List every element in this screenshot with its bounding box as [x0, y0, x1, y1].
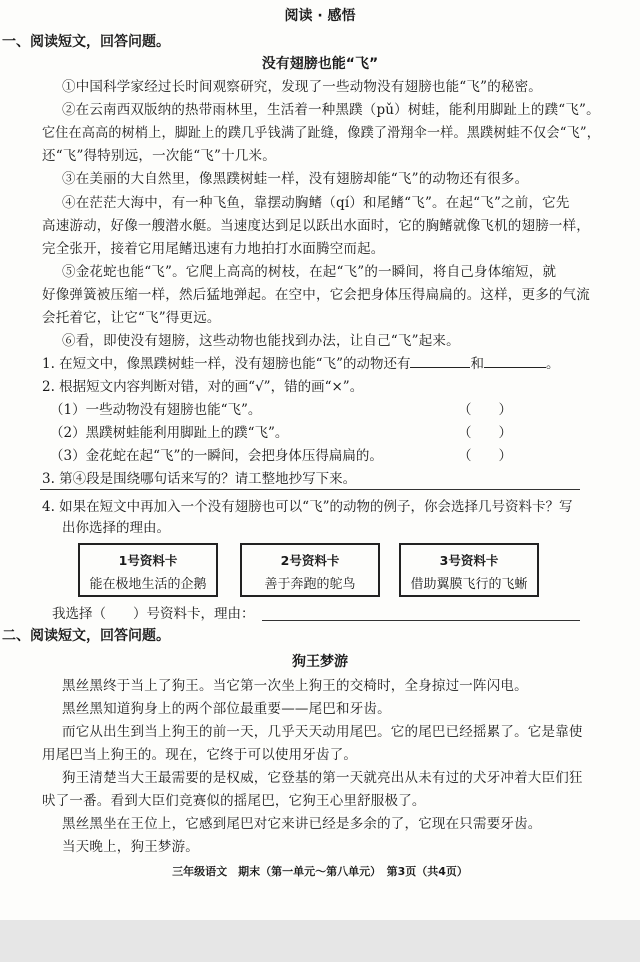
- story1-line: ②在云南西双版纳的热带雨林里，生活着一种黑蹼（pǔ）树蛙，能利用脚趾上的蹼“飞”。: [62, 102, 600, 118]
- story1-line: 高速游动，好像一艘潜水艇。当速度达到足以跃出水面时，它的胸鳍就像飞机的翅膀一样，: [42, 218, 590, 234]
- question-4-line2: 出你选择的理由。: [62, 520, 170, 536]
- story2-line: 吠了一番。看到大臣们竞赛似的摇尾巴，它狗王心里舒服极了。: [42, 793, 426, 809]
- q3-answer-line[interactable]: [40, 489, 580, 490]
- question-1-text: 1. 在短文中，像黑蹼树蛙一样，没有翅膀也能“飞”的动物还有: [42, 356, 411, 372]
- q2-answer-paren-3[interactable]: （ ）: [458, 448, 512, 464]
- story1-line: ①中国科学家经过长时间观察研究，发现了一些动物没有翅膀也能“飞”的秘密。: [62, 79, 543, 95]
- q4-answer-prompt: 我选择（ ）号资料卡，理由：: [52, 606, 255, 622]
- story2-line: 狗王清楚当大王最需要的是权威，它登基的第一天就亮出从未有过的犬牙冲着大臣们狂: [62, 770, 583, 786]
- section2-story-title: 狗王梦游: [292, 654, 348, 670]
- section2-heading: 二、阅读短文，回答问题。: [2, 628, 170, 644]
- resource-card-1: [78, 543, 218, 597]
- resource-card-2: [240, 543, 380, 597]
- story2-line: 黑丝黑坐在王位上，它感到尾巴对它来讲已经是多余的了，它现在只需要牙齿。: [62, 816, 542, 832]
- question-3: 3. 第④段是围绕哪句话来写的？请工整地抄写下来。: [42, 471, 357, 487]
- story1-line: 完全张开，接着它用尾鳍迅速有力地拍打水面腾空而起。: [42, 241, 385, 257]
- resource-card-title: 1号资料卡: [118, 553, 178, 568]
- q2-answer-paren-2[interactable]: （ ）: [458, 425, 512, 441]
- story1-line: 它住在高高的树梢上，脚趾上的蹼几乎钱满了趾缝，像蹼了滑翔伞一样。黑蹼树蛙不仅会“飞”，: [42, 125, 601, 141]
- q2-item-2: （2）黑蹼树蛙能利用脚趾上的蹼“飞”。: [50, 425, 289, 441]
- story1-line: 好像弹簧被压缩一样，然后猛地弹起。在空中，它会把身体压得扁扁的。这样，更多的气流: [42, 287, 590, 303]
- story1-line: ⑥看，即使没有翅膀，这些动物也能找到办法，让自己“飞”起来。: [62, 333, 460, 349]
- section1-heading: 一、阅读短文，回答问题。: [2, 34, 170, 50]
- story1-line: ③在美丽的大自然里，像黑蹼树蛙一样，没有翅膀却能“飞”的动物还有很多。: [62, 171, 529, 187]
- question-4-line1: 4. 如果在短文中再加入一个没有翅膀也可以“飞”的动物的例子，你会选择几号资料卡？写: [42, 499, 573, 515]
- question-1: [42, 354, 559, 374]
- resource-card-body: 能在极地生活的企鹅: [89, 577, 207, 592]
- resource-card-body: 借助翼膜飞行的飞蜥: [410, 577, 528, 592]
- story1-line: 会托着它，让它“飞”得更远。: [42, 310, 221, 326]
- q4-reason-line[interactable]: [262, 620, 580, 621]
- resource-card-3: [399, 543, 539, 597]
- q2-item-1: （1）一些动物没有翅膀也能“飞”。: [50, 402, 262, 418]
- resource-card-body: 善于奔跑的鸵鸟: [264, 577, 356, 592]
- story2-line: 黑丝黑知道狗身上的两个部位最重要——尾巴和牙齿。: [62, 701, 391, 717]
- page-footer: 三年级语文 期末（第一单元～第八单元） 第3页（共4页）: [172, 865, 468, 878]
- section1-story-title: 没有翅膀也能“飞”: [261, 56, 379, 72]
- story2-line: 当天晚上，狗王梦游。: [62, 839, 199, 855]
- resource-card-title: 2号资料卡: [280, 553, 340, 568]
- q2-item-3: （3）金花蛇在起“飞”的一瞬间，会把身体压得扁扁的。: [50, 448, 383, 464]
- story2-line: 用尾巴当上狗王的。现在，它终于可以使用牙齿了。: [42, 747, 358, 763]
- question-2: 2. 根据短文内容判断对错，对的画“√”，错的画“×”。: [42, 379, 364, 395]
- story1-line: ⑤金花蛇也能“飞”。它爬上高高的树枝，在起“飞”的一瞬间，将自己身体缩短，就: [62, 264, 557, 280]
- question-1-and: 和: [470, 356, 484, 372]
- story2-line: 黑丝黑终于当上了狗王。当它第一次坐上狗王的交椅时，全身掠过一阵闪电。: [62, 678, 528, 694]
- story1-line: ④在茫茫大海中，有一种飞鱼，靠摆动胸鳍（qí）和尾鳍“飞”。在起“飞”之前，它先: [62, 195, 570, 211]
- page-header-title: 阅读 · 感悟: [284, 8, 356, 24]
- q2-answer-paren-1[interactable]: （ ）: [458, 402, 512, 418]
- question-1-end: 。: [545, 356, 560, 372]
- story2-line: 而它从出生到当上狗王的前一天，几乎天天动用尾巴。它的尾巴已经摇累了。它是靠使: [62, 724, 583, 740]
- q1-answer-blank-1[interactable]: [410, 354, 470, 368]
- resource-card-title: 3号资料卡: [439, 553, 499, 568]
- q1-answer-blank-2[interactable]: [484, 354, 546, 368]
- story1-line: 还“飞”得特别远，一次能“飞”十几米。: [42, 148, 276, 164]
